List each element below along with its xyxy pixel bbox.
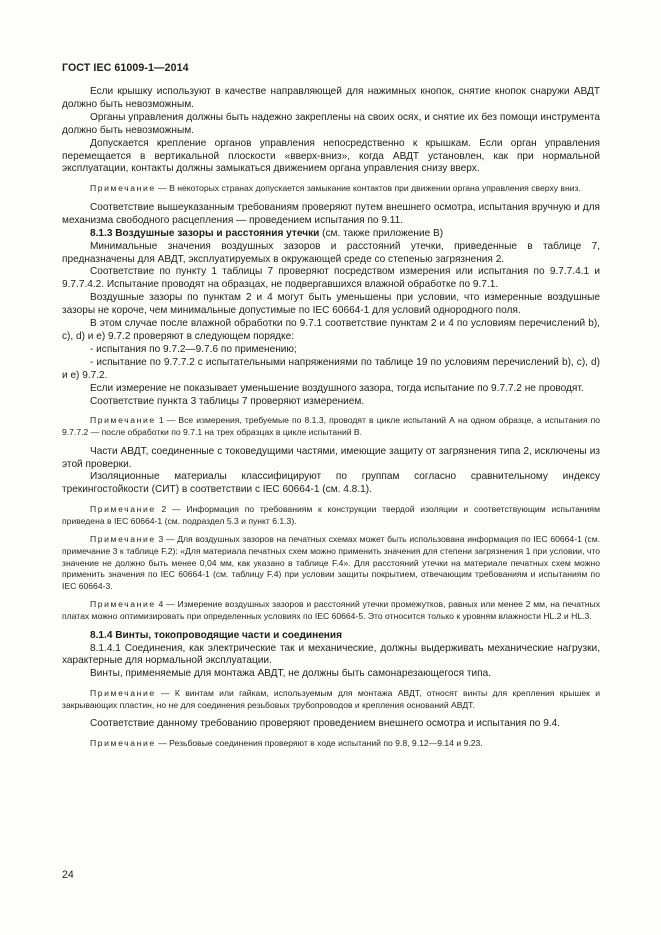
section-title: 8.1.4 Винты, токопроводящие части и соединения [90,629,343,641]
page-number: 24 [62,869,74,881]
note-label: Примечание [90,599,156,610]
note-text: — Резьбовые соединения проверяют в ходе испытаний по 9.8, 9.12—9.14 и 9.23. [155,738,483,749]
list-item: - испытание по 9.7.7.2 с испытательными напряжениями по таблице 19 по условиям перечислений b), c), d) и e) 9.7.2. [62,356,600,381]
note [62,599,600,622]
note [62,688,600,711]
note-text: 1 — Все измерения, требуемые по 8.1.3, проводят в цикле испытаний А на одном образце, а испытания по 9.7.7.2 — после обработки по 9.7.1 на трех образцах в цикле испытаний В. [62,415,600,438]
paragraph: Минимальные значения воздушных зазоров и расстояний утечки, приведенные в таблице 7, предназначены для АВДТ, эксплуатируемых в окружающей среде со степенью загрязнения 2. [62,240,600,265]
note-label: Примечание [90,534,156,545]
section-heading [62,630,600,643]
note-text: 4 — Измерение воздушных зазоров и расстояний утечки промежутков, равных или менее 2 мм, на печатных платах можно оптимизировать при определенных условиях по IEC 60664-5. Это относится только к уровням влажности HL.2 и HL.3. [62,599,600,621]
note-text: — В некоторых странах допускается замыкание контактов при движении органа управления сверху вниз. [155,183,581,194]
note [62,738,600,750]
list-item: - испытания по 9.7.2—9.7.6 по применению; [90,343,297,355]
paragraph: Допускается крепление органов управления непосредственно к крышкам. Если орган управления перемещается в вертикальной плоскости «вверх-вниз», когда АВДТ установлен, как при нормальной эксплуатации, контакты должны замыкаться движением органа управления снизу вверх. [62,137,600,175]
paragraph: Органы управления должны быть надежно закреплены на своих осях, и снятие их без помощи инструмента должно быть невозможным. [62,111,600,136]
note [62,183,600,195]
note-label: Примечание [90,415,156,426]
paragraph: Соответствие вышеуказанным требованиям проверяют путем внешнего осмотра, испытания вручную и для механизма свободного расцепления — проведением испытания по 9.11. [62,201,600,226]
paragraph: Изоляционные материалы классифицируют по группам согласно сравнительному индексу трекингостойкости (СИТ) в соответствии с IEC 60664-1 (см. 4.8.1). [62,471,600,496]
note-label: Примечание [90,688,156,699]
paragraph: Соответствие по пункту 1 таблицы 7 проверяют посредством измерения или испытания по 9.7.7.4.1 и 9.7.7.4.2. Испытание проводят на образцах, не подвергавшихся влажной обработке по 9.7.1. [62,266,600,291]
paragraph: Если крышку используют в качестве направляющей для нажимных кнопок, снятие кнопок снаружи АВДТ должно быть невозможным. [62,86,600,110]
note-text: — К винтам или гайкам, используемым для монтажа АВДТ, относят винты для крепления крышек и закрывающих пластин, но не для соединения резьбовых трубопроводов и крепления оснований АВДТ. [62,688,600,710]
paragraph: Если измерение не показывает уменьшение воздушного зазора, тогда испытание по 9.7.7.2 не проводят. [90,382,584,394]
section-heading [62,228,600,241]
note-label: Примечание [90,738,156,749]
note-label: Примечание [90,183,156,194]
paragraph: Части АВДТ, соединенные с токоведущими частями, имеющие защиту от загрязнения типа 2, исключены из этой проверки. [62,445,600,470]
paragraph: Соответствие пункта 3 таблицы 7 проверяют измерением. [90,395,365,407]
note-text: 3 — Для воздушных зазоров на печатных схемах может быть использована информация по IEC 60664-1 (см. примечание 3 к таблице F.2): «Для материала печатных схем можно применить значения для степени загрязнения 1 при условии, что значение не должно быть менее 0,04 мм, как указано в таблице F.4». Для расстояний утечки на материале печатных схем можно применить значения по IEC 60664-1 (см. таблицу F.4) при условии защиты покрытием, отвечающим требованиям и испытаниям по IEC 60664-3. [62,534,600,591]
note [62,534,600,592]
note [62,415,600,438]
note-label: Примечание [90,504,156,515]
paragraph: В этом случае после влажной обработки по 9.7.1 соответствие пунктам 2 и 4 по условиям перечислений b), c), d) и e) 9.7.2 проверяют в следующем порядке: [62,318,600,342]
section-subtitle: (см. также приложение В) [319,227,444,239]
note [62,504,600,527]
paragraph: 8.1.4.1 Соединения, как электрические так и механические, должны выдерживать механические нагрузки, характерные для нормальной эксплуатации. [62,642,600,667]
document-header: ГОСТ IEC 61009-1—2014 [62,62,189,74]
section-title: 8.1.3 Воздушные зазоры и расстояния утечки [90,227,320,239]
paragraph: Соответствие данному требованию проверяют проведением внешнего осмотра и испытания по 9.4. [90,718,561,730]
paragraph: Винты, применяемые для монтажа АВДТ, не должны быть самонарезающегося типа. [90,668,492,680]
document-body [62,86,600,750]
paragraph: Воздушные зазоры по пунктам 2 и 4 могут быть уменьшены при условии, что измеренные воздушные зазоры не короче, чем минимальные допустимые по IEC 60664-1 для условий однородного поля. [62,292,600,317]
note-text: 2 — Информация по требованиям к конструкции твердой изоляции и соответствующим испытаниям приведена в IEC 60664-1 (см. подраздел 5.3 и пункт 6.1.3). [62,504,600,526]
